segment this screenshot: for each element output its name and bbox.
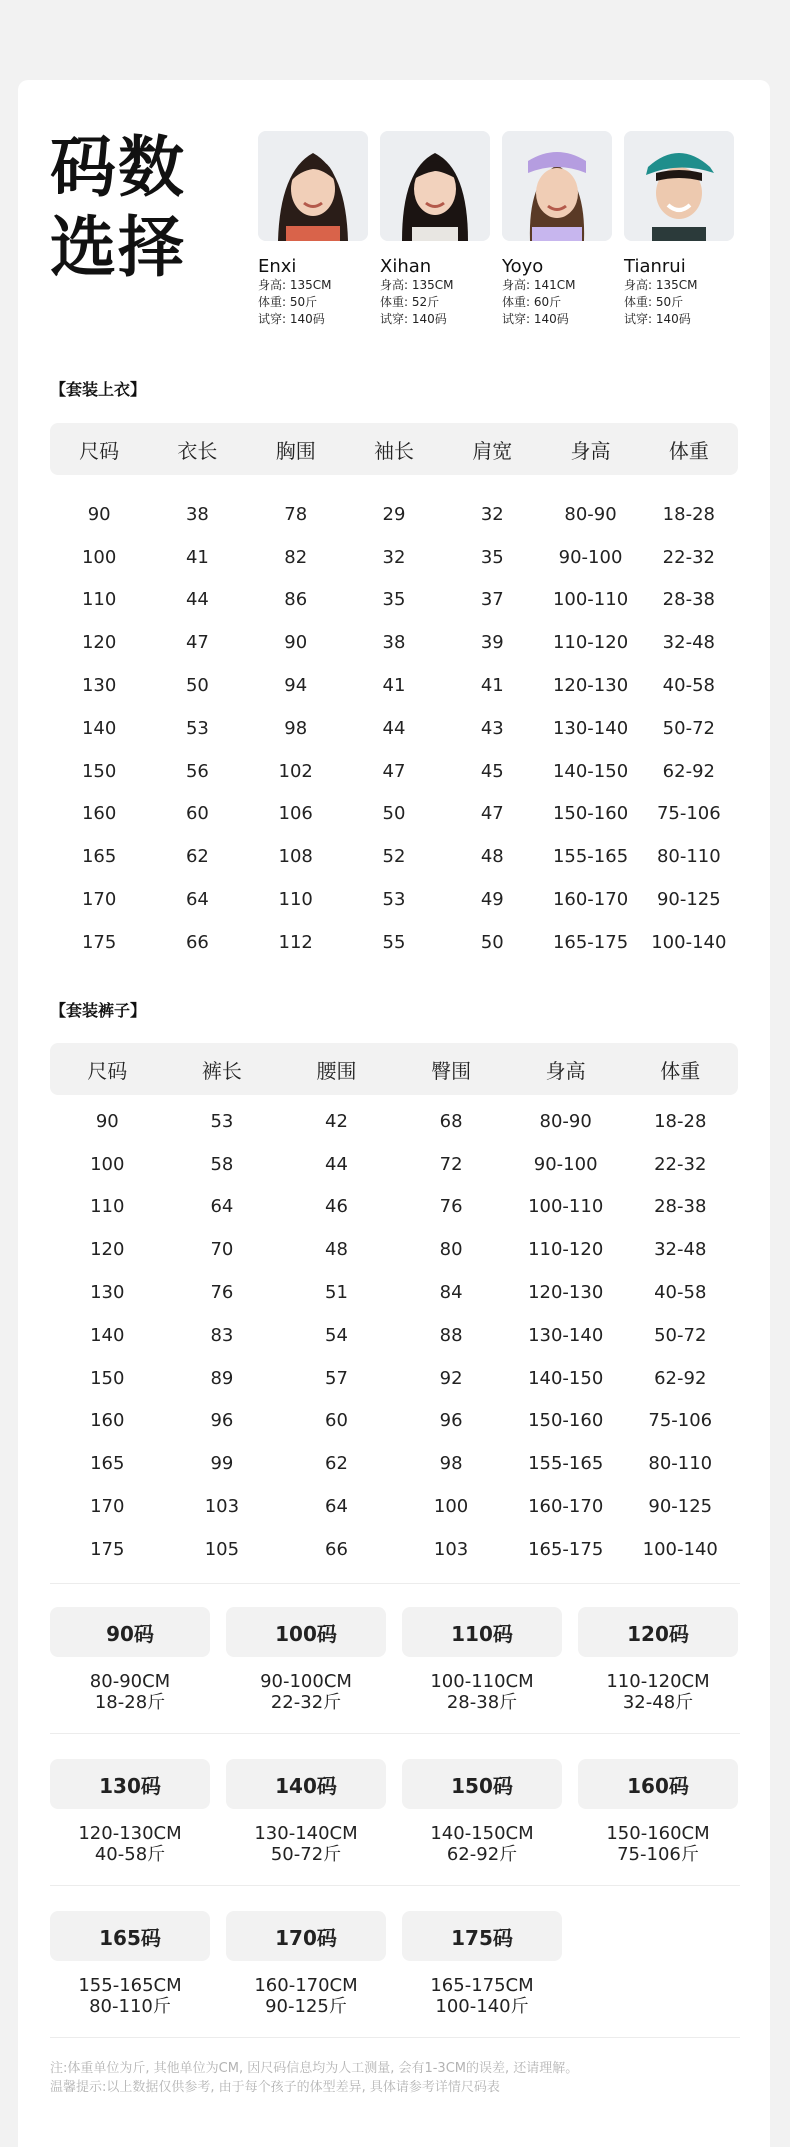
model-list xyxy=(258,131,734,328)
table-cell: 99 xyxy=(210,1453,234,1475)
table-row xyxy=(50,707,738,750)
table-cell: 43 xyxy=(480,717,504,739)
model-weight: 体重: 52斤 xyxy=(380,295,440,309)
table-cell: 50 xyxy=(382,803,406,825)
table-cell: 110 xyxy=(81,589,117,611)
model-card xyxy=(380,131,490,328)
divider xyxy=(50,1733,740,1734)
table-cell: 68 xyxy=(439,1110,463,1132)
size-height-range: 140-150CM xyxy=(430,1823,534,1844)
note-line: 温馨提示:以上数据仅供参考, 由于每个孩子的体型差异, 具体请参考详情尺码表 xyxy=(50,2080,500,2095)
table-cell: 82 xyxy=(284,546,308,568)
table-cell: 49 xyxy=(480,889,504,911)
table-cell: 100 xyxy=(433,1496,469,1518)
table-cell: 50-72 xyxy=(662,717,715,739)
table-cell: 64 xyxy=(210,1196,234,1218)
table-cell: 66 xyxy=(325,1538,348,1560)
table-cell: 44 xyxy=(382,717,406,739)
table-cell: 110-120 xyxy=(552,632,629,654)
table-row xyxy=(50,750,738,793)
table-cell: 53 xyxy=(185,717,209,739)
table-cell: 96 xyxy=(439,1410,463,1432)
table-cell: 120 xyxy=(90,1239,125,1261)
table-cell: 90 xyxy=(87,503,111,525)
size-weight-range: 50-72斤 xyxy=(270,1844,342,1865)
model-tried-size: 试穿: 140码 xyxy=(380,312,447,326)
table-cell: 160 xyxy=(90,1410,125,1432)
model-weight: 体重: 60斤 xyxy=(502,295,562,309)
size-label: 130码 xyxy=(50,1759,210,1809)
table-cell: 120-130 xyxy=(552,675,629,697)
table-row xyxy=(50,1314,738,1357)
size-height-range: 150-160CM xyxy=(606,1823,710,1844)
table-cell: 170 xyxy=(81,889,117,911)
table-cell: 108 xyxy=(278,846,313,868)
size-card-row xyxy=(50,1759,740,1911)
table-row xyxy=(50,793,738,836)
table-cell: 98 xyxy=(284,717,308,739)
table-cell: 44 xyxy=(185,589,209,611)
table-row xyxy=(50,1100,738,1143)
table-cell: 62 xyxy=(325,1453,348,1475)
size-weight-range: 75-106斤 xyxy=(617,1844,699,1865)
size-weight-range: 28-38斤 xyxy=(446,1692,518,1713)
table-cell: 100-140 xyxy=(642,1538,718,1560)
table-cell: 47 xyxy=(185,632,209,654)
table-cell: 60 xyxy=(325,1410,348,1432)
size-height-range: 130-140CM xyxy=(254,1823,358,1844)
table-cell: 32-48 xyxy=(654,1239,707,1261)
table-cell: 53 xyxy=(382,889,406,911)
table-cell: 62-92 xyxy=(654,1367,707,1389)
size-height-range: 90-100CM xyxy=(260,1671,352,1692)
model-name: Enxi xyxy=(258,256,297,277)
table-cell: 32 xyxy=(382,546,406,568)
table-row xyxy=(50,1442,738,1485)
tops-section-label: 【套装上衣】 xyxy=(50,380,147,399)
table-cell: 51 xyxy=(325,1282,348,1304)
table-cell: 130-140 xyxy=(552,717,629,739)
table-cell: 38 xyxy=(185,503,209,525)
size-card xyxy=(226,1759,386,1911)
table-cell: 35 xyxy=(382,589,406,611)
size-card-row xyxy=(50,1911,740,2063)
model-card xyxy=(502,131,612,328)
table-cell: 155-165 xyxy=(528,1453,604,1475)
table-cell: 55 xyxy=(382,931,406,953)
table-cell: 90-125 xyxy=(656,889,721,911)
table-cell: 42 xyxy=(325,1110,348,1132)
column-header: 尺码 xyxy=(79,438,120,463)
table-cell: 50-72 xyxy=(654,1324,707,1346)
size-weight-range: 22-32斤 xyxy=(270,1692,342,1713)
table-row xyxy=(50,835,738,878)
table-row xyxy=(50,1271,738,1314)
table-cell: 83 xyxy=(210,1324,234,1346)
size-weight-range: 32-48斤 xyxy=(622,1692,694,1713)
table-cell: 105 xyxy=(204,1538,240,1560)
table-cell: 47 xyxy=(382,760,406,782)
size-label: 100码 xyxy=(226,1607,386,1657)
table-cell: 92 xyxy=(439,1367,463,1389)
model-photo xyxy=(380,131,490,241)
table-cell: 160-170 xyxy=(528,1496,604,1518)
model-tried-size: 试穿: 140码 xyxy=(258,312,325,326)
size-card xyxy=(578,1607,738,1759)
table-cell: 165-175 xyxy=(552,931,629,953)
pants-section-label: 【套装裤子】 xyxy=(50,1001,147,1020)
size-label: 90码 xyxy=(50,1607,210,1657)
table-cell: 90-125 xyxy=(648,1496,713,1518)
column-header: 臀围 xyxy=(431,1058,472,1083)
table-cell: 150-160 xyxy=(552,803,629,825)
table-cell: 100-140 xyxy=(651,931,727,953)
table-cell: 130 xyxy=(81,675,117,697)
model-height: 身高: 141CM xyxy=(502,278,576,292)
table-cell: 170 xyxy=(90,1496,125,1518)
table-cell: 130-140 xyxy=(528,1324,604,1346)
size-label: 175码 xyxy=(402,1911,562,1961)
table-cell: 100-110 xyxy=(552,589,629,611)
size-card xyxy=(402,1911,562,2063)
table-cell: 80 xyxy=(439,1239,463,1261)
size-weight-range: 62-92斤 xyxy=(446,1844,518,1865)
table-cell: 75-106 xyxy=(648,1410,713,1432)
table-cell: 35 xyxy=(480,546,504,568)
table-cell: 120-130 xyxy=(528,1282,604,1304)
table-cell: 100-110 xyxy=(528,1196,604,1218)
size-card xyxy=(50,1911,210,2063)
table-cell: 39 xyxy=(480,632,504,654)
table-cell: 140-150 xyxy=(528,1367,604,1389)
model-tried-size: 试穿: 140码 xyxy=(624,312,691,326)
table-cell: 40-58 xyxy=(654,1282,707,1304)
size-card xyxy=(578,1759,738,1911)
table-row xyxy=(50,1143,738,1186)
table-cell: 100 xyxy=(81,546,117,568)
model-weight: 体重: 50斤 xyxy=(624,295,684,309)
table-row xyxy=(50,579,738,622)
table-cell: 18-28 xyxy=(662,503,715,525)
table-cell: 160-170 xyxy=(552,889,629,911)
table-cell: 46 xyxy=(325,1196,348,1218)
table-cell: 102 xyxy=(278,760,313,782)
model-card xyxy=(258,131,368,328)
table-cell: 80-90 xyxy=(564,503,617,525)
table-cell: 76 xyxy=(439,1196,463,1218)
table-cell: 50 xyxy=(480,931,504,953)
size-label: 140码 xyxy=(226,1759,386,1809)
table-cell: 47 xyxy=(480,803,504,825)
table-cell: 22-32 xyxy=(662,546,715,568)
table-row xyxy=(50,1357,738,1400)
table-row xyxy=(50,921,738,964)
table-cell: 112 xyxy=(278,931,313,953)
table-cell: 120 xyxy=(81,632,117,654)
table-cell: 45 xyxy=(480,760,504,782)
table-row xyxy=(50,1400,738,1443)
size-card xyxy=(402,1607,562,1759)
table-cell: 50 xyxy=(185,675,209,697)
table-cell: 64 xyxy=(325,1496,348,1518)
table-row xyxy=(50,621,738,664)
table-cell: 140 xyxy=(90,1324,125,1346)
table-cell: 90-100 xyxy=(558,546,623,568)
model-tried-size: 试穿: 140码 xyxy=(502,312,569,326)
model-weight: 体重: 50斤 xyxy=(258,295,318,309)
size-height-range: 110-120CM xyxy=(606,1671,710,1692)
table-cell: 76 xyxy=(210,1282,234,1304)
size-weight-range: 80-110斤 xyxy=(89,1996,171,2017)
table-cell: 160 xyxy=(81,803,117,825)
table-cell: 84 xyxy=(439,1282,463,1304)
table-cell: 62-92 xyxy=(662,760,715,782)
size-height-range: 160-170CM xyxy=(254,1975,358,1996)
tops-table-body xyxy=(50,493,738,964)
pants-table-header xyxy=(50,1043,738,1095)
table-cell: 86 xyxy=(284,589,308,611)
model-height: 身高: 135CM xyxy=(624,278,698,292)
column-header: 体重 xyxy=(668,438,709,463)
note-line: 注:体重单位为斤, 其他单位为CM, 因尺码信息均为人工测量, 会有1-3CM的误差, 还请理解。 xyxy=(50,2061,579,2076)
table-cell: 57 xyxy=(325,1367,348,1389)
table-cell: 96 xyxy=(210,1410,234,1432)
table-row xyxy=(50,1528,738,1571)
column-header: 身高 xyxy=(545,1058,586,1083)
table-cell: 90 xyxy=(284,632,308,654)
table-row xyxy=(50,1485,738,1528)
model-photo xyxy=(624,131,734,241)
table-cell: 44 xyxy=(325,1153,348,1175)
column-header: 胸围 xyxy=(275,438,316,463)
model-photo xyxy=(258,131,368,241)
pants-table-body xyxy=(50,1100,738,1571)
table-cell: 175 xyxy=(81,931,117,953)
size-label: 110码 xyxy=(402,1607,562,1657)
table-cell: 66 xyxy=(185,931,209,953)
table-cell: 150 xyxy=(81,760,117,782)
model-name: Tianrui xyxy=(624,256,686,277)
table-cell: 89 xyxy=(210,1367,234,1389)
table-cell: 22-32 xyxy=(654,1153,707,1175)
table-row xyxy=(50,1228,738,1271)
size-card xyxy=(402,1759,562,1911)
table-row xyxy=(50,493,738,536)
size-label: 150码 xyxy=(402,1759,562,1809)
size-card xyxy=(50,1607,210,1759)
table-cell: 78 xyxy=(284,503,308,525)
table-cell: 58 xyxy=(210,1153,234,1175)
table-cell: 90 xyxy=(95,1110,119,1132)
table-cell: 80-110 xyxy=(656,846,721,868)
size-card xyxy=(226,1911,386,2063)
table-cell: 54 xyxy=(325,1324,348,1346)
size-label: 165码 xyxy=(50,1911,210,1961)
size-height-range: 120-130CM xyxy=(78,1823,182,1844)
table-cell: 165-175 xyxy=(528,1538,604,1560)
column-header: 衣长 xyxy=(177,438,218,463)
column-header: 袖长 xyxy=(373,438,414,463)
table-cell: 41 xyxy=(480,675,504,697)
size-weight-range: 40-58斤 xyxy=(94,1844,166,1865)
size-weight-range: 100-140斤 xyxy=(435,1996,529,2017)
table-row xyxy=(50,664,738,707)
table-cell: 28-38 xyxy=(654,1196,707,1218)
table-row xyxy=(50,536,738,579)
size-height-range: 80-90CM xyxy=(89,1671,171,1692)
table-cell: 98 xyxy=(439,1453,463,1475)
table-cell: 106 xyxy=(278,803,313,825)
table-cell: 140-150 xyxy=(552,760,629,782)
table-cell: 130 xyxy=(90,1282,125,1304)
table-cell: 88 xyxy=(439,1324,463,1346)
column-header: 身高 xyxy=(570,438,611,463)
table-cell: 29 xyxy=(382,503,406,525)
table-cell: 150 xyxy=(90,1367,125,1389)
table-cell: 64 xyxy=(185,889,209,911)
table-cell: 41 xyxy=(185,546,209,568)
size-height-range: 165-175CM xyxy=(430,1975,534,1996)
size-height-range: 155-165CM xyxy=(78,1975,182,1996)
model-name: Xihan xyxy=(380,256,432,277)
table-cell: 165 xyxy=(81,846,117,868)
table-cell: 56 xyxy=(185,760,209,782)
table-cell: 80-110 xyxy=(648,1453,713,1475)
column-header: 体重 xyxy=(660,1058,701,1083)
size-label: 160码 xyxy=(578,1759,738,1809)
table-cell: 100 xyxy=(90,1153,125,1175)
size-height-range: 100-110CM xyxy=(430,1671,534,1692)
column-header: 腰围 xyxy=(316,1058,357,1083)
size-card xyxy=(50,1759,210,1911)
size-card-grid xyxy=(50,1607,740,2063)
divider xyxy=(50,1885,740,1886)
model-height: 身高: 135CM xyxy=(258,278,332,292)
size-card xyxy=(226,1607,386,1759)
table-cell: 70 xyxy=(210,1239,234,1261)
tops-table-header xyxy=(50,423,738,475)
table-cell: 41 xyxy=(382,675,406,697)
divider xyxy=(50,2037,740,2038)
table-cell: 28-38 xyxy=(662,589,715,611)
table-cell: 40-58 xyxy=(662,675,715,697)
size-card-row xyxy=(50,1607,740,1759)
column-header: 裤长 xyxy=(201,1058,242,1083)
table-cell: 140 xyxy=(81,717,117,739)
table-cell: 110 xyxy=(90,1196,125,1218)
model-height: 身高: 135CM xyxy=(380,278,454,292)
size-weight-range: 18-28斤 xyxy=(94,1692,166,1713)
table-row xyxy=(50,878,738,921)
title-line-2: 选择 xyxy=(50,209,186,286)
table-cell: 48 xyxy=(325,1239,348,1261)
title-line-1: 码数 xyxy=(50,129,186,206)
table-cell: 32-48 xyxy=(662,632,715,654)
notes xyxy=(50,2059,740,2097)
model-name: Yoyo xyxy=(502,256,544,277)
table-cell: 52 xyxy=(382,846,406,868)
table-cell: 38 xyxy=(382,632,406,654)
model-photo xyxy=(502,131,612,241)
table-cell: 72 xyxy=(439,1153,463,1175)
table-cell: 18-28 xyxy=(654,1110,707,1132)
table-cell: 175 xyxy=(90,1538,125,1560)
table-cell: 110-120 xyxy=(528,1239,604,1261)
table-cell: 165 xyxy=(90,1453,125,1475)
table-cell: 62 xyxy=(185,846,209,868)
size-weight-range: 90-125斤 xyxy=(265,1996,347,2017)
table-cell: 75-106 xyxy=(656,803,721,825)
page-title xyxy=(50,128,200,288)
table-cell: 94 xyxy=(284,675,308,697)
table-cell: 155-165 xyxy=(552,846,629,868)
table-cell: 53 xyxy=(210,1110,234,1132)
size-label: 170码 xyxy=(226,1911,386,1961)
table-cell: 103 xyxy=(204,1496,240,1518)
table-cell: 37 xyxy=(480,589,504,611)
table-row xyxy=(50,1186,738,1229)
table-cell: 110 xyxy=(278,889,313,911)
table-cell: 32 xyxy=(480,503,504,525)
model-card xyxy=(624,131,734,328)
table-cell: 150-160 xyxy=(528,1410,604,1432)
column-header: 尺码 xyxy=(87,1058,128,1083)
table-cell: 80-90 xyxy=(539,1110,592,1132)
table-cell: 103 xyxy=(433,1538,469,1560)
divider xyxy=(50,1583,740,1584)
size-label: 120码 xyxy=(578,1607,738,1657)
table-cell: 90-100 xyxy=(533,1153,598,1175)
table-cell: 48 xyxy=(480,846,504,868)
table-cell: 60 xyxy=(185,803,209,825)
column-header: 肩宽 xyxy=(472,438,513,463)
